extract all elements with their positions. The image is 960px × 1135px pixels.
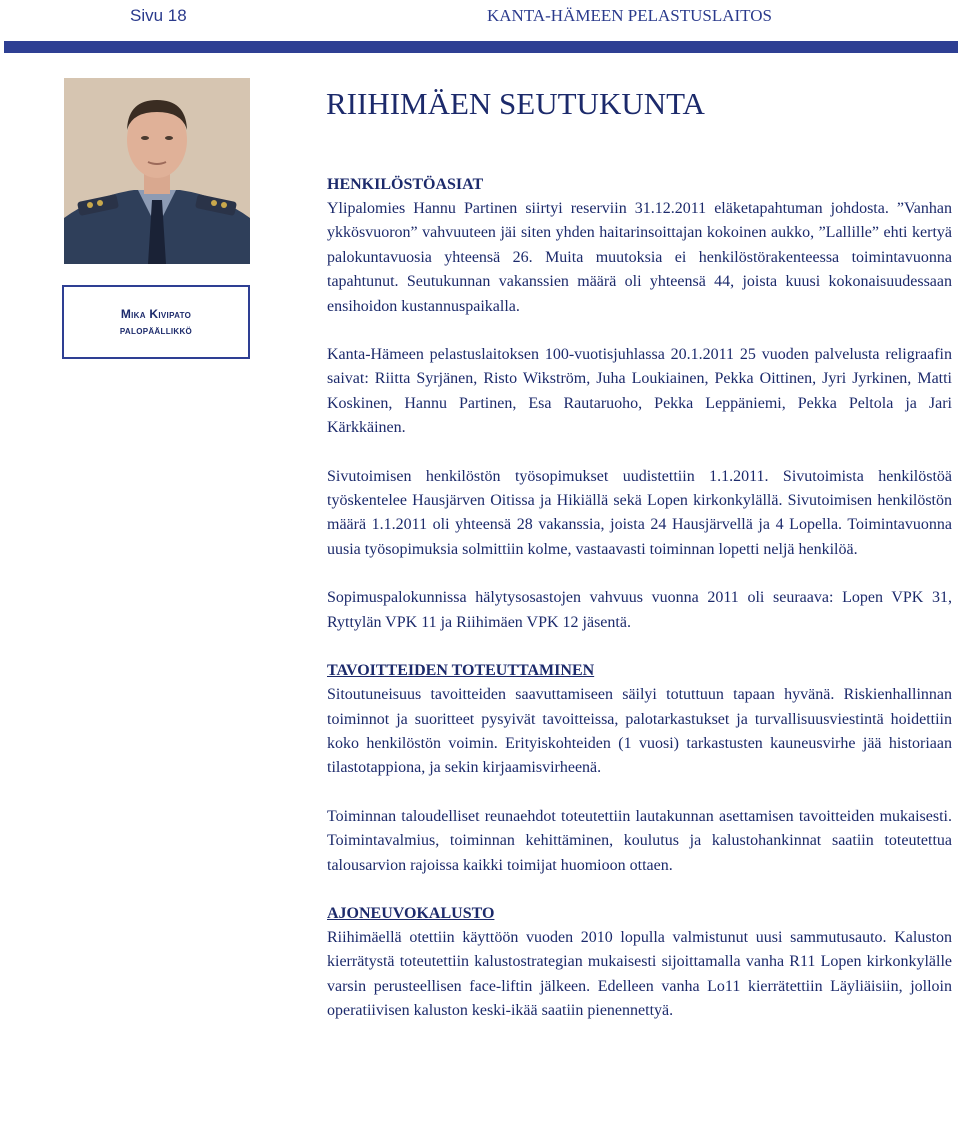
vehicles-paragraph-1: Riihimäellä otettiin käyttöön vuoden 2010 lopulla valmistunut uusi sammutusauto. Kaluston kierrätystä toteutettiin kalustostrategian mukaisesti sijoittamalla vanha R11 Lopen kirkonkylälle varsin perusteellisen face-liftin jälkeen. Edelleen vanha Lo11 kierrätettiin Läyliäisiin, jolloin operatiivisen kaluston keski-ikää saatiin pienennettyä. — [327, 928, 952, 1020]
section-heading-personnel: HENKILÖSTÖASIAT — [327, 176, 484, 193]
personnel-paragraph-3: Sivutoimisen henkilöstön työsopimukset uudistettiin 1.1.2011. Sivutoimista henkilöstöä työskentelee Hausjärven Oitissa ja Hikiällä sekä Lopen kirkonkylällä. Sivutoimisen henkilöstön määrä 1.1.2011 oli yhteensä 28 vakanssia, joista 24 Hausjärvellä ja 4 Lopella. Toimintavuonna uusia työsopimuksia solmittiin kolme, vastaavasti toiminnan lopetti neljä henkilöä. — [327, 467, 952, 558]
page-number: Sivu 18 — [130, 6, 187, 25]
section-heading-vehicles: AJONEUVOKALUSTO — [327, 904, 495, 922]
portrait-photo — [64, 78, 250, 264]
goals-paragraph-1: Sitoutuneisuus tavoitteiden saavuttamiseen säilyi totuttuun tapaan hyvänä. Riskienhallinnan toiminnot ja suoritteet pysyivät tavoitteissa, palotarkastukset ja turvallisuusviestintä hoidettiin koko henkilöstön voimin. Erityiskohteiden (1 vuosi) tarkastusten kauneusvirhe jää historiaan tilastotappiona, ja sekin kirjaamisvirheenä. — [327, 686, 952, 777]
main-content — [327, 173, 952, 1048]
section-heading-goals: TAVOITTEIDEN TOTEUTTAMINEN — [327, 662, 595, 680]
page-title: RIIHIMÄEN SEUTUKUNTA — [326, 86, 705, 121]
personnel-paragraph-4: Sopimuspalokunnissa hälytysosastojen vahvuus vuonna 2011 oli seuraava: Lopen VPK 31, Ryttylän VPK 11 ja Riihimäen VPK 12 jäsentä. — [327, 589, 952, 631]
profile-role: palopäällikkö — [119, 323, 193, 337]
personnel-paragraph-2: Kanta-Hämeen pelastuslaitoksen 100-vuotisjuhlassa 20.1.2011 25 vuoden palvelusta religraafin saivat: Riitta Syrjänen, Risto Wikström, Juha Loukiainen, Pekka Oittinen, Jyri Jyrkinen, Matti Koskinen, Hannu Partinen, Esa Rautaruoho, Pekka Leppäniemi, Pekka Peltola ja Jari Kärkkäinen. — [327, 346, 952, 437]
goals-paragraph-2: Toiminnan taloudelliset reunaehdot toteutettiin lautakunnan asettamisen tavoitteiden mukaisesti. Toimintavalmius, toiminnan kehittäminen, koulutus ja kalustohankinnat saatiin toteutettua talousarvion rajoissa kaikki toimijat huomioon ottaen. — [327, 807, 952, 874]
profile-name: Mika Kivipato — [120, 307, 192, 321]
header-bar — [4, 41, 958, 53]
profile-caption — [62, 285, 250, 359]
organization-name: KANTA-HÄMEEN PELASTUSLAITOS — [487, 6, 772, 25]
personnel-paragraph-1: Ylipalomies Hannu Partinen siirtyi reserviin 31.12.2011 eläketapahtuman johdosta. ”Vanhan ykkösvuoron” vahvuuteen jäi siten yhden haitarinsoittajan kokoinen aukko, ”Lallille” ehti kertyä palokuntavuosia yhteensä 26. Muita muutoksia ei henkilöstörakenteessa toimintavuonna tapahtunut. Seutukunnan vakanssien määrä oli yhteensä 44, joista kuusi kokonaisuudessaan ensihoidon kustannuspaikalla. — [327, 200, 952, 315]
